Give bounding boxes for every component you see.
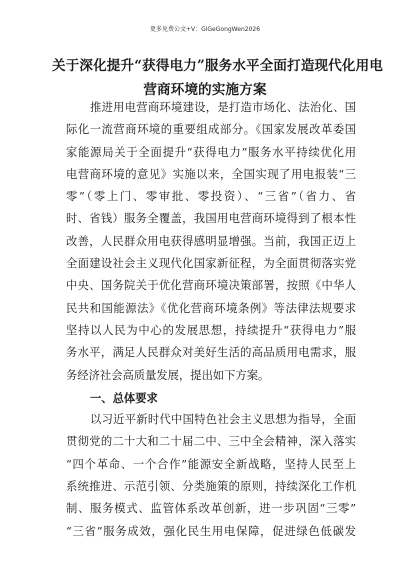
- paragraph-1-line: 推进用电营商环境建设，是打造市场化、法治化、国: [90, 101, 356, 114]
- paragraph-1-line: 改善，人民群众用电获得感明显增强。当前，我国正迈上: [66, 234, 356, 248]
- paragraph-1-line: 电营商环境的意见》实施以来，全国实现了用电报装“三: [66, 167, 356, 181]
- paragraph-2-line: 贯彻党的二十大和二十届二中、三中全会精神，深入落实: [66, 435, 356, 449]
- paragraph-1-line: 务经济社会高质量发展，提出如下方案。: [66, 368, 270, 382]
- paragraph-2-line: 以习近平新时代中国特色社会主义思想为指导，全面: [90, 413, 356, 427]
- paragraph-1-line: 际化一流营商环境的重要组成部分。《国家发展改革委国: [66, 123, 356, 137]
- paragraph-1-line: 家能源局关于全面提升“获得电力”服务水平持续优化用: [66, 145, 356, 159]
- header-note: 更多免费公文+V：GiGeGongWen2026: [149, 26, 261, 33]
- paragraph-1-line: 全面建设社会主义现代化国家新征程，为全面贯彻落实党: [66, 257, 356, 271]
- paragraph-2-line: 制、服务模式、监管体系改革创新，进一步巩固“三零”: [66, 502, 356, 516]
- paragraph-2-line: 系统推进、示范引领、分类施策的原则，持续深化工作机: [66, 480, 356, 494]
- paragraph-1-line: 务水平，满足人民群众对美好生活的高品质用电需求，服: [66, 346, 356, 360]
- paragraph-1-line: 民共和国能源法》《优化营商环境条例》等法律法规要求: [66, 301, 356, 315]
- paragraph-2-line: “四个革命、一个合作”能源安全新战略，坚持人民至上: [66, 457, 356, 471]
- paragraph-1-line: 坚持以人民为中心的发展思想，持续提升“获得电力”服: [66, 323, 356, 337]
- document-title-line-2: 营商环境的实施方案: [143, 82, 267, 98]
- paragraph-2-line: “三省”服务成效，强化民生用电保障，促进绿色低碳发: [66, 524, 356, 538]
- section-heading: 一、总体要求: [90, 390, 158, 405]
- paragraph-1-line: 时、省钱）服务全覆盖，我国用电营商环境得到了根本性: [66, 212, 356, 226]
- paragraph-1-line: 零”（零上门、零审批、零投资）、“三省”（省力、省: [66, 190, 356, 204]
- document-title-line-1: 关于深化提升“获得电力”服务水平全面打造现代化用电: [52, 58, 384, 74]
- paragraph-1-line: 中央、国务院关于优化营商环境决策部署，按照《中华人: [66, 279, 356, 293]
- document-body: [66, 97, 356, 543]
